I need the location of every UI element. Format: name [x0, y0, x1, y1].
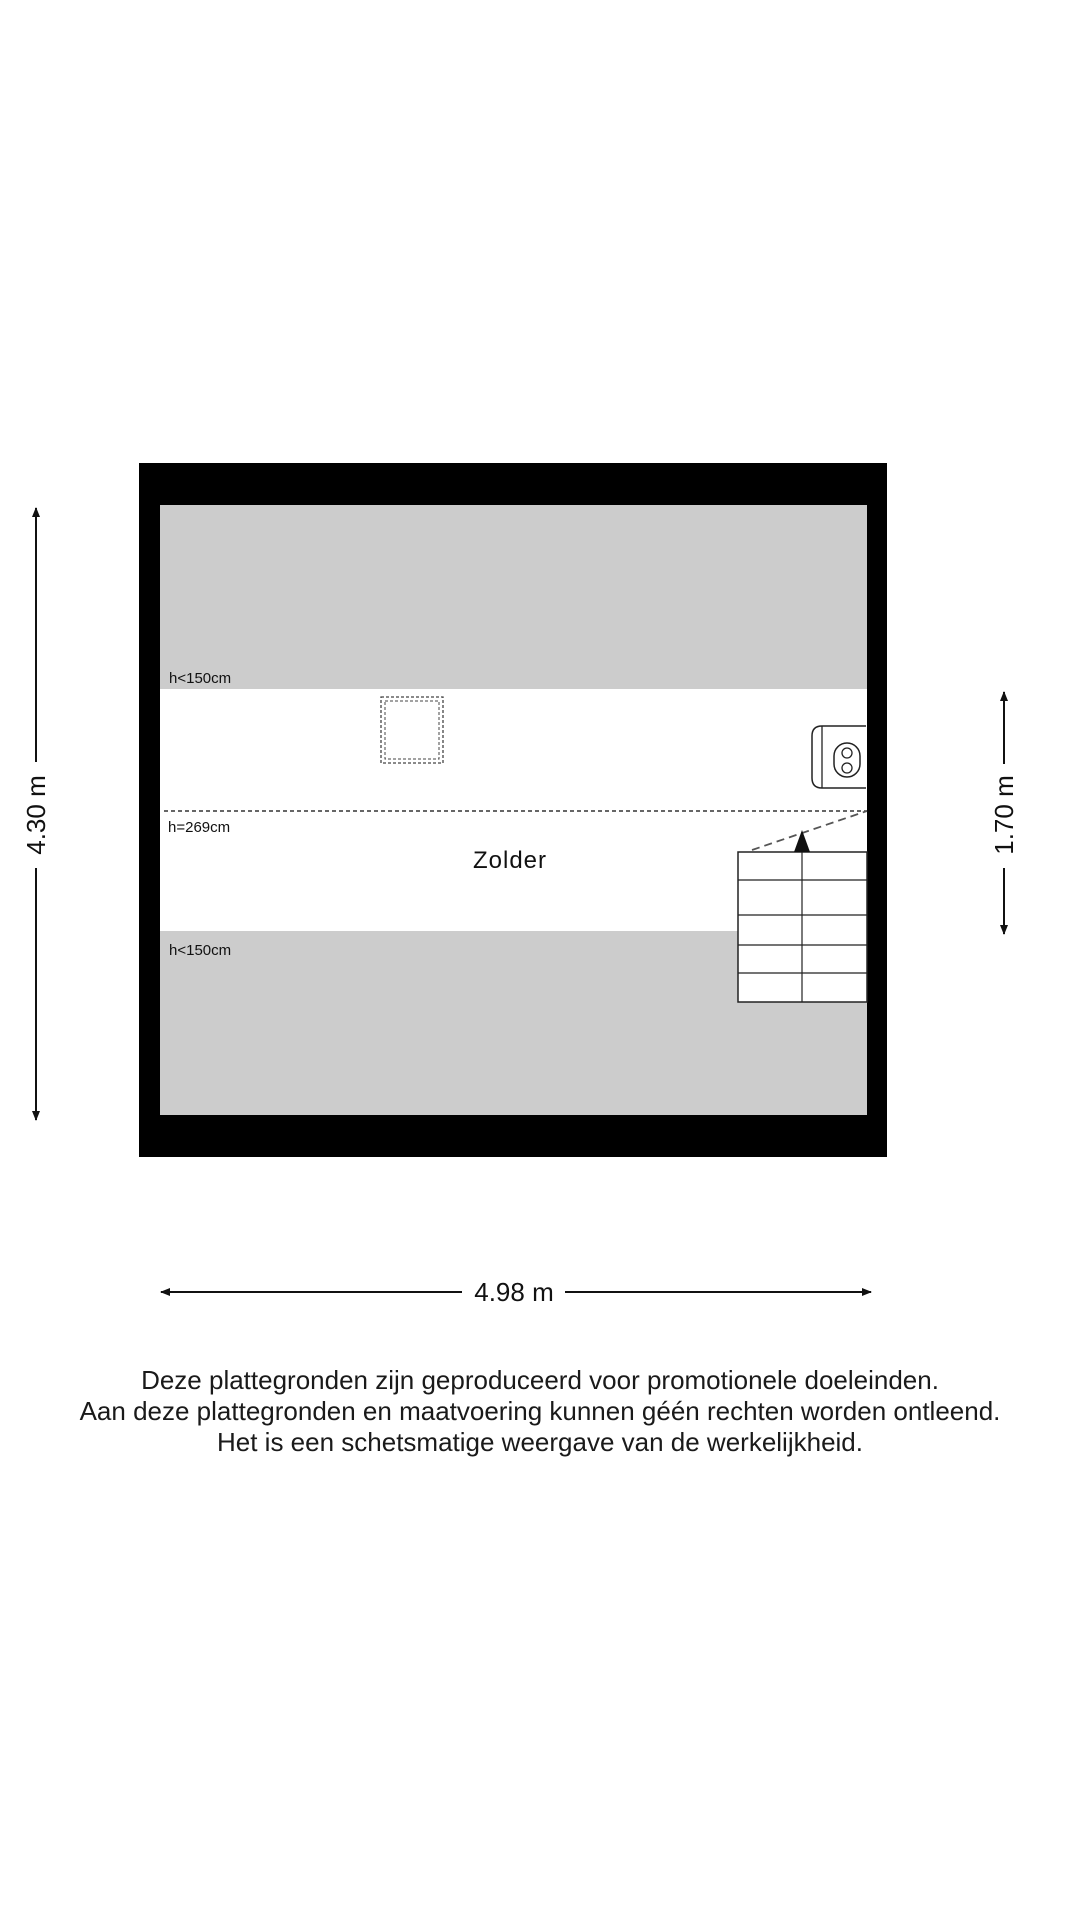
dimension-height-partial [989, 692, 1019, 934]
dimension-label-height-partial: 1.70 m [989, 775, 1019, 855]
height-label-top: h<150cm [169, 670, 232, 687]
dimension-label-height-total: 4.30 m [21, 775, 51, 855]
dimension-width [161, 1277, 871, 1307]
disclaimer-line-1: Deze plattegronden zijn geproduceerd voor promotionele doeleinden. [141, 1365, 939, 1395]
disclaimer-line-2: Aan deze plattegronden en maatvoering kunnen géén rechten worden ontleend. [79, 1396, 1001, 1426]
dimension-label-width: 4.98 m [474, 1277, 554, 1307]
disclaimer [0, 1365, 1080, 1458]
dimension-height-total [21, 508, 51, 1120]
disclaimer-line-3: Het is een schetsmatige weergave van de werkelijkheid. [216, 1427, 863, 1457]
height-label-middle: h=269cm [168, 819, 231, 836]
room-name: Zolder [472, 847, 548, 874]
boiler-icon [812, 726, 866, 788]
low-ceiling-zone-top [160, 505, 867, 689]
height-label-bottom: h<150cm [169, 942, 232, 959]
